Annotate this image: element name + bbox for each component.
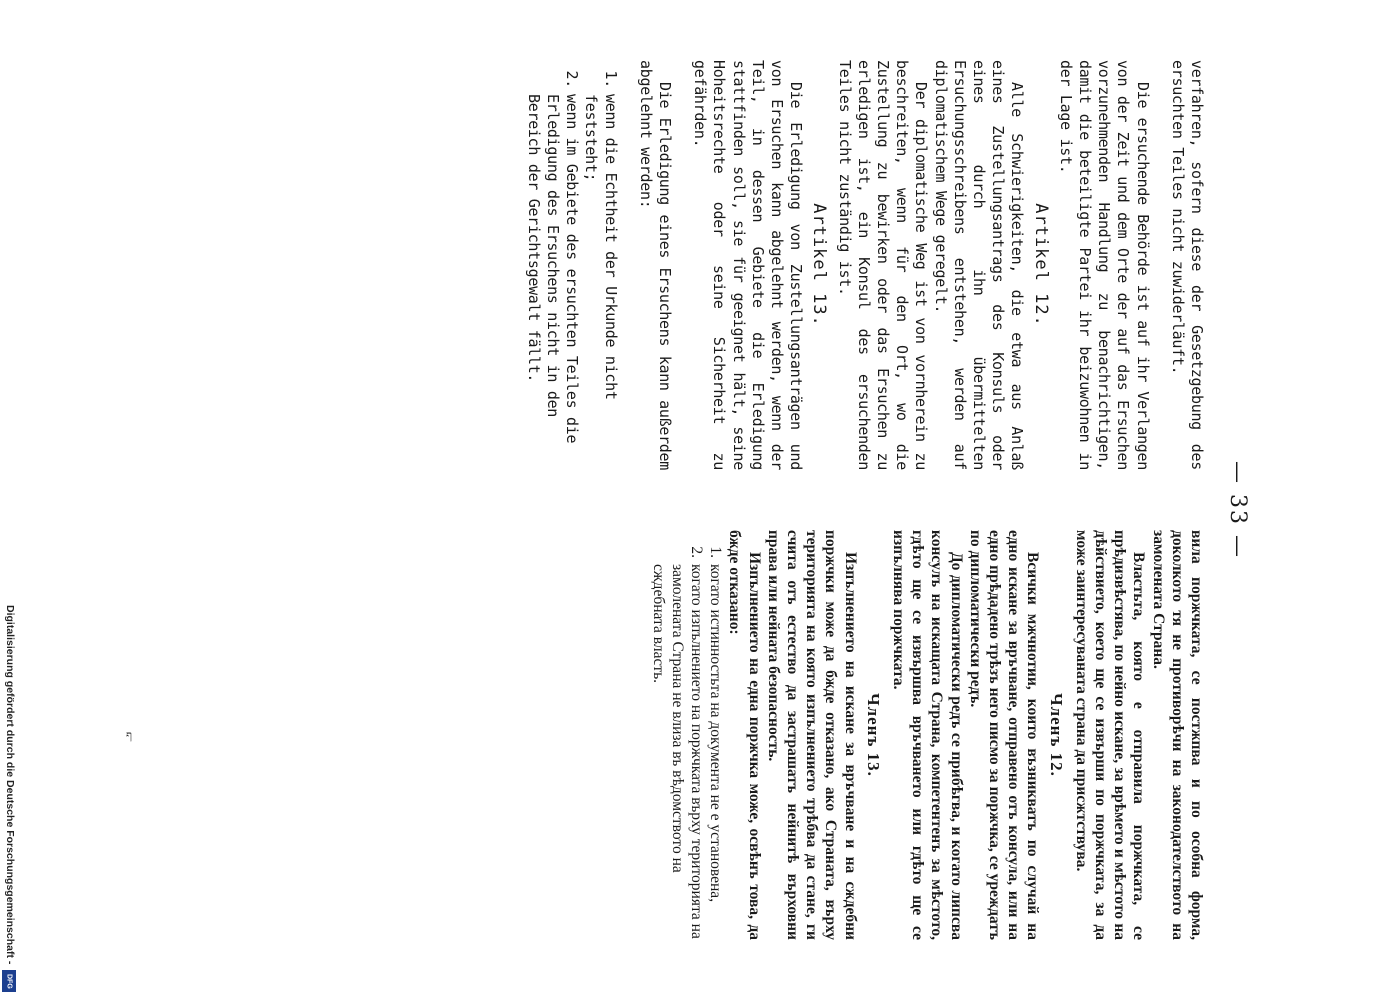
list-text: когато истинностьта на документа не е установена, — [707, 564, 725, 903]
rotated-content — [140, 60, 1250, 960]
german-column — [524, 60, 1207, 470]
list-number: 2. — [687, 546, 705, 558]
bulgarian-column — [648, 530, 1206, 940]
list-text: когато изпълнението на поржчката върху територията на замолената Страна не влиза въ вѣдомството на сждебната власть. — [649, 564, 705, 939]
german-paragraph: verfahren, sofern diese der Gesetzgebung des ersuchten Teiles nicht zuwiderläuft. — [1168, 60, 1206, 470]
bulgarian-list-item — [706, 530, 725, 940]
page-number: — 33 — — [1225, 461, 1250, 559]
list-text: wenn im Gebiete des ersuchten Teiles die Erledigung des Ersuchens nicht in den Bereich der Gerichtsgewalt fällt. — [524, 94, 582, 444]
list-number: 1. — [601, 70, 620, 88]
german-paragraph: Alle Schwierigkeiten, die etwa aus Anlaß eines Zustellungsantrags des Konsuls oder eines durch ihn übermittelten Ersuchungsschreibens entstehen, werden auf diplomatischem Wege geregelt. — [931, 60, 1027, 470]
german-article-13-title: Artikel 13. — [809, 203, 830, 327]
list-number: 1. — [707, 546, 725, 558]
digitization-credit-text: Digitalisierung gefördert durch die Deutsche Forschungsgemeinschaft - — [4, 605, 16, 965]
german-list-item — [581, 60, 619, 470]
list-text: wenn die Echtheit der Urkunde nicht feststeht; — [582, 94, 620, 400]
german-article-12-title: Artikel 12. — [1030, 203, 1051, 327]
list-number: 2. — [563, 70, 582, 88]
german-paragraph: Der diplomatische Weg ist von vornherein zu beschreiten, wenn für den Ort, wo die Zustellung zu bewirken oder das Ersuchen zu erledigen ist, ein Konsul des ersuchenden Teiles nicht zuständig ist. — [835, 60, 931, 470]
bulgarian-paragraph: Изпълнението на искане за връчване и на сждебни поржчки може да бжде отказано, ако Страната, върху територията на която изпълнението трѣбва да стане, ги счита отъ естество да застрашатъ нейнитѣ върховни права или нейната безопасность. — [764, 530, 859, 940]
bulgarian-paragraph: Изпълнението на една поржчка може, освѣнъ това, да бжде отказано: — [726, 530, 763, 940]
bulgarian-paragraph: До дипломатически редъ се прибѣгва, и когато липсва консулъ на искащата Страна, компетентенъ за мѣстото, гдѣто ще се извършва връчването или гдѣто ще се изпълнява поржчката. — [889, 530, 965, 940]
german-paragraph: Die Erledigung eines Ersuchens kann außerdem abgelehnt werden: — [636, 60, 674, 470]
bulgarian-paragraph: вила поржчката, се постжпва и по особна форма, доколкото тя не противорѣчи на законодателството на замолената Страна. — [1149, 530, 1205, 940]
german-paragraph: Die Erledigung von Zustellungsanträgen und von Ersuchen kann abgelehnt werden, wenn der Teil, in dessen Gebiete die Erledigung stattfinden soll, sie für geeignet hält, seine Hoheitsrechte oder seine Sicherheit zu gefährden. — [691, 60, 806, 470]
bulgarian-paragraph: Властьта, която е отправила поржчката, се прѣдизвѣстява, по нейно искане, за врѣмето и мѣстото на дѣйствието, което ще се извърши по поржчката, за да може заинтересуваната страна да присжтствува. — [1072, 530, 1148, 940]
bulgarian-article-13-title: Членъ 13. — [863, 693, 883, 777]
bulgarian-article-12-title: Членъ 12. — [1046, 693, 1066, 777]
dfg-logo: DFG — [2, 970, 16, 992]
print-mark: ף — [126, 728, 133, 742]
german-paragraph: Die ersuchende Behörde ist auf ihr Verlangen von der Zeit und dem Orte der auf das Ersuchen vorzunehmenden Handlung zu benachrichtigen, damit die beteiligte Partei ihr beizuwohnen in der Lage ist. — [1056, 60, 1152, 470]
bulgarian-paragraph: Всички мжчнотии, които възникватъ по случай на едно искане за връчване, отправено отъ консула, или на едно прѣдадено трѣзъ него писмо за поржчка, се уреждатъ по дипломатически редъ. — [966, 530, 1042, 940]
digitization-credit — [2, 605, 18, 990]
bulgarian-list-item — [648, 530, 706, 940]
german-list-item — [524, 60, 582, 470]
